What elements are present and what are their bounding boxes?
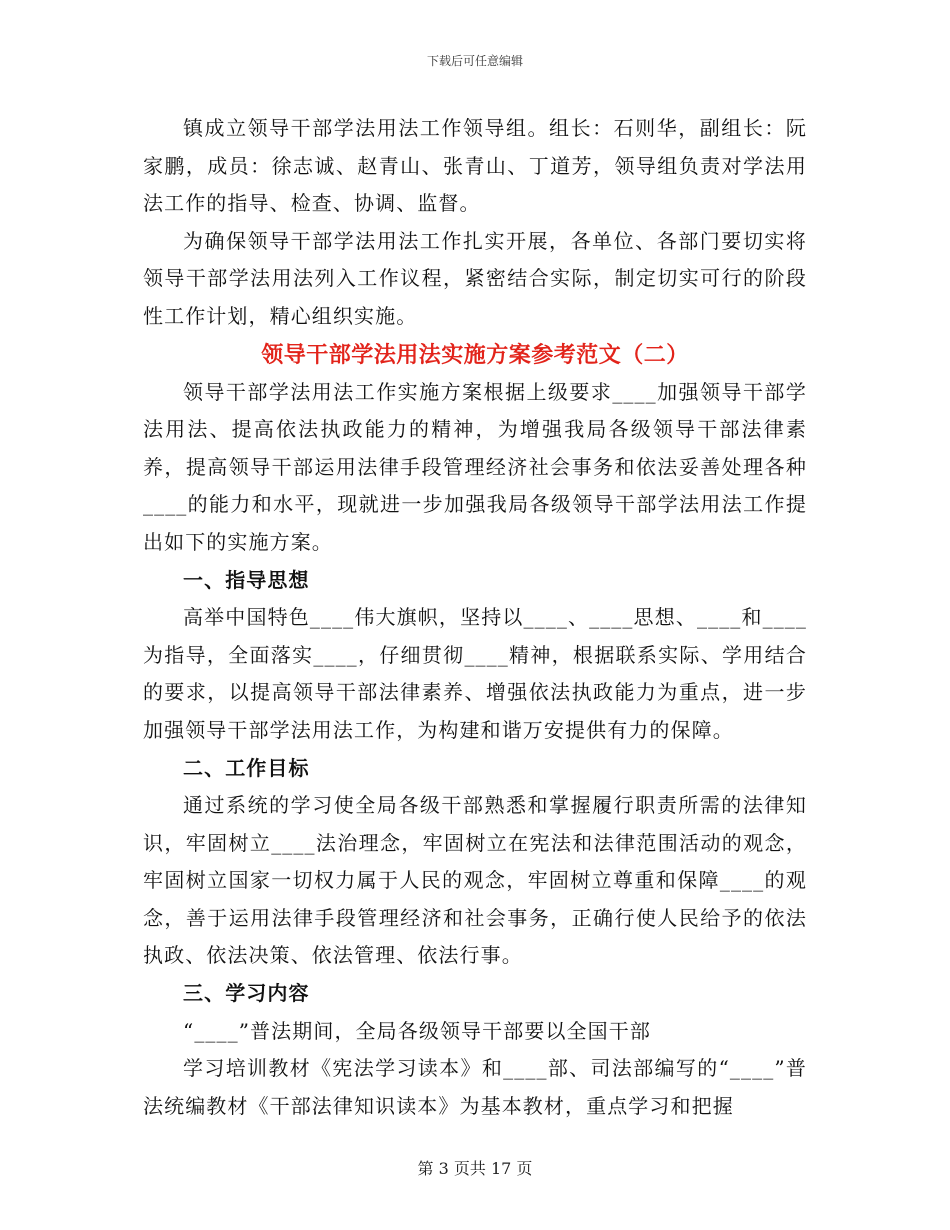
heading-work-goals: 二、工作目标: [183, 755, 310, 780]
section-title: 领导干部学法用法实施方案参考范文（二）: [261, 341, 689, 368]
paragraph-implementation: 为确保领导干部学法用法工作扎实开展，各单位、各部门要切实将领导干部学法用法列入工作议程，紧密结合实际，制定切实可行的阶段性工作计划，精心组织实施。: [143, 228, 807, 328]
paragraph-work-goals: 通过系统的学习使全局各级干部熟悉和掌握履行职责所需的法律知识，牢固树立____法治理念，牢固树立在宪法和法律范围活动的观念，牢固树立国家一切权力属于人民的观念，牢固树立尊重和保障____的观念，善于运用法律手段管理经济和社会事务，正确行使人民给予的依法执政、依法决策、依法管理、依法行事。: [143, 793, 807, 968]
paragraph-textbooks: 学习培训教材《宪法学习读本》和____部、司法部编写的“____”普法统编教材《干部法律知识读本》为基本教材，重点学习和把握: [143, 1056, 807, 1118]
heading-guiding-ideology: 一、指导思想: [183, 567, 310, 592]
page-number: 第 3 页共 17 页: [417, 1159, 533, 1178]
paragraph-intro: 领导干部学法用法工作实施方案根据上级要求____加强领导干部学法用法、提高依法执政能力的精神，为增强我局各级领导干部法律素养，提高领导干部运用法律手段管理经济社会事务和依法妥善处理各种____的能力和水平，现就进一步加强我局各级领导干部学法用法工作提出如下的实施方案。: [143, 379, 807, 554]
document-body: [143, 110, 807, 1125]
heading-study-content: 三、学习内容: [183, 981, 310, 1006]
paragraph-leadership-group: 镇成立领导干部学法用法工作领导组。组长：石则华，副组长：阮家鹏，成员：徐志诚、赵青山、张青山、丁道芳，领导组负责对学法用法工作的指导、检查、协调、监督。: [143, 116, 807, 216]
paragraph-study-content: “____”普法期间，全局各级领导干部要以全国干部: [183, 1018, 651, 1043]
page-header: 下载后可任意编辑: [426, 54, 523, 68]
paragraph-guiding-ideology: 高举中国特色____伟大旗帜，坚持以____、____思想、____和____为指导，全面落实____，仔细贯彻____精神，根据联系实际、学用结合的要求，以提高领导干部法律素养、增强依法执政能力为重点，进一步加强领导干部学法用法工作，为构建和谐万安提供有力的保障。: [143, 605, 807, 742]
